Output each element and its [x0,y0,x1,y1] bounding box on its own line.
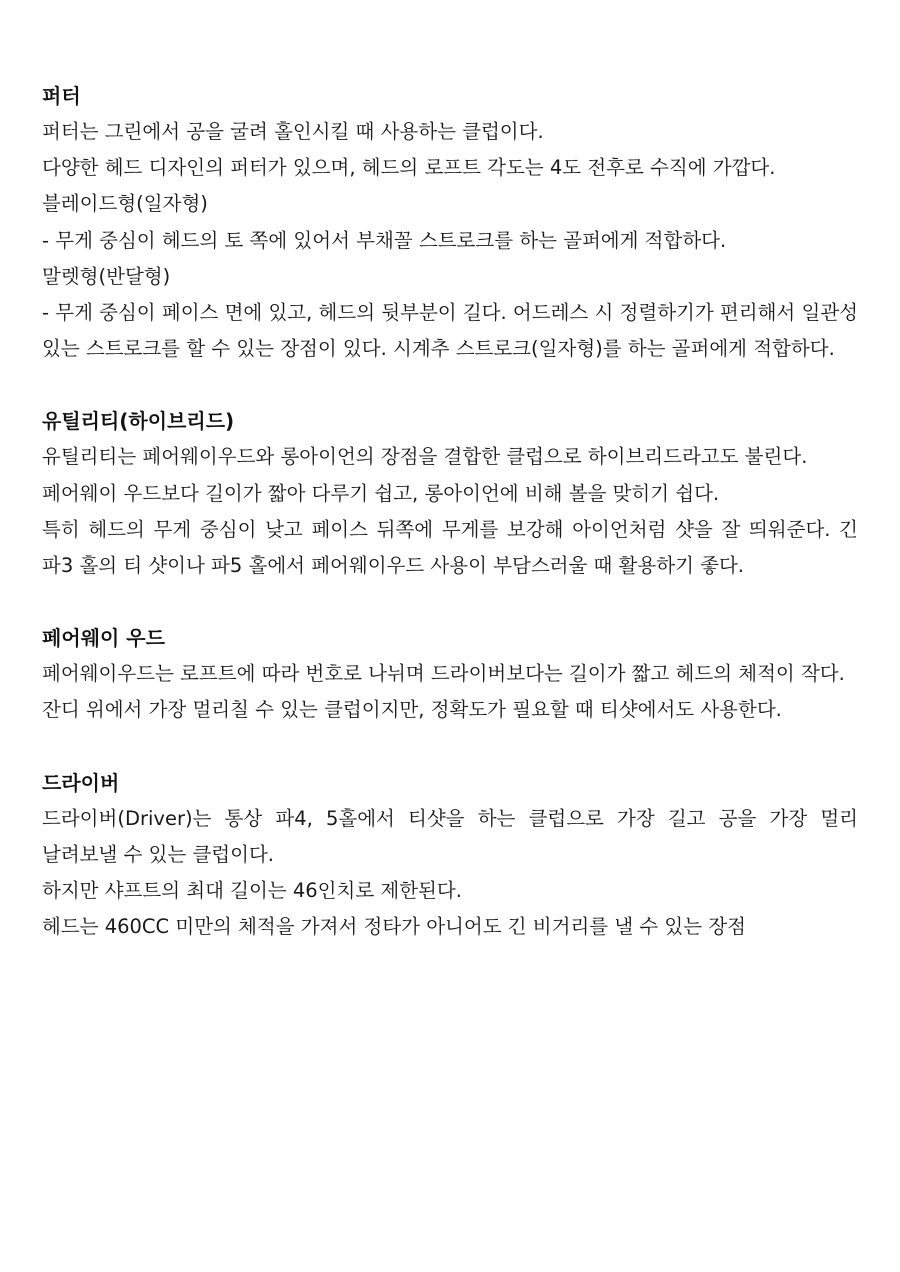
paragraph: 하지만 샤프트의 최대 길이는 46인치로 제한된다. [42,879,462,903]
document-page [42,78,858,981]
paragraph: 특히 헤드의 무게 중심이 낮고 페이스 뒤쪽에 무게를 보강해 아이언처럼 샷을 잘 띄워준다. 긴 파3 홀의 티 샷이나 파5 홀에서 페어웨이우드 사용이 부담스러울 때 활용하기 좋다. [42,517,858,578]
paragraph: 페어웨이우드는 로프트에 따라 번호로 나뉘며 드라이버보다는 길이가 짧고 헤드의 체적이 작다. [42,662,845,686]
section-heading: 유틸리티(하이브리드) [42,409,235,434]
paragraph: 다양한 헤드 디자인의 퍼터가 있으며, 헤드의 로프트 각도는 4도 전후로 수직에 가깝다. [42,156,776,180]
section-driver [42,765,858,946]
paragraph: 잔디 위에서 가장 멀리칠 수 있는 클럽이지만, 정확도가 필요할 때 티샷에서도 사용한다. [42,698,782,722]
paragraph: - 무게 중심이 헤드의 토 쪽에 있어서 부채꼴 스트로크를 하는 골퍼에게 적합하다. [42,228,727,252]
section-heading: 드라이버 [42,770,120,795]
paragraph: 말렛형(반달형) [42,264,171,288]
section-heading: 페어웨이 우드 [42,626,165,651]
section-heading: 퍼터 [42,84,81,108]
paragraph: 퍼터는 그린에서 공을 굴려 홀인시킬 때 사용하는 클럽이다. [42,120,544,143]
section-utility [42,403,858,584]
paragraph: - 무게 중심이 페이스 면에 있고, 헤드의 뒷부분이 길다. 어드레스 시 정렬하기가 편리해서 일관성 있는 스트로크를 할 수 있는 장점이 있다. 시계추 스트로크(일자형)를 하는 골퍼에게 적합하다. [42,301,858,361]
section-putter [42,78,858,367]
paragraph: 드라이버(Driver)는 통상 파4, 5홀에서 티샷을 하는 클럽으로 가장 길고 공을 가장 멀리 날려보낼 수 있는 클럽이다. [42,806,858,866]
paragraph: 헤드는 460CC 미만의 체적을 가져서 정타가 아니어도 긴 비거리를 낼 수 있는 장점 [42,915,746,939]
section-fairway-wood [42,620,858,728]
paragraph: 블레이드형(일자형) [42,192,208,216]
paragraph: 페어웨이 우드보다 길이가 짧아 다루기 쉽고, 롱아이언에 비해 볼을 맞히기 쉽다. [42,481,720,505]
paragraph: 유틸리티는 페어웨이우드와 롱아이언의 장점을 결합한 클럽으로 하이브리드라고도 불린다. [42,445,808,469]
